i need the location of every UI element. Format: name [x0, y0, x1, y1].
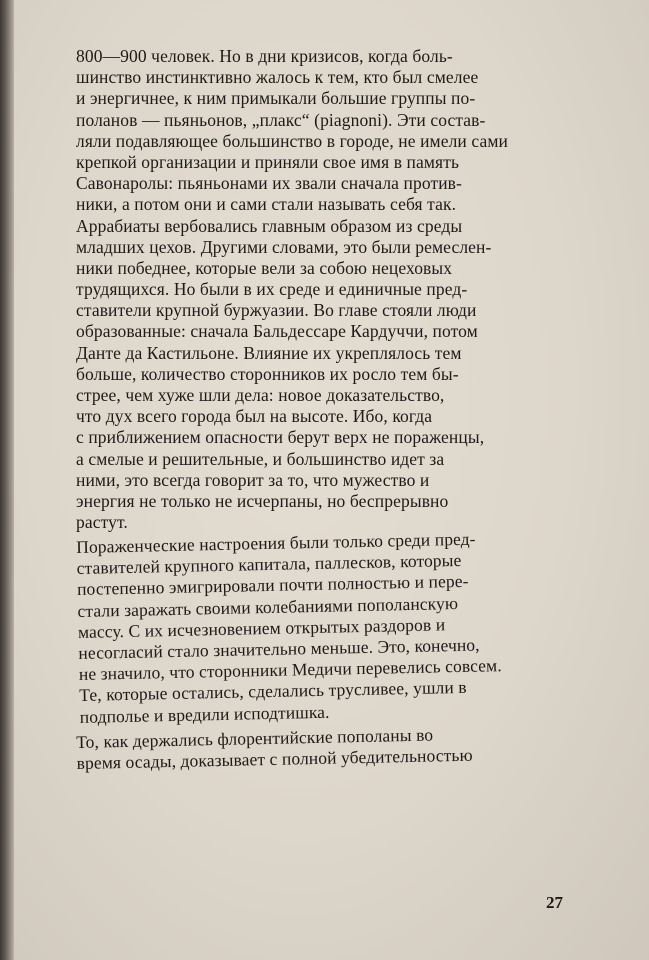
- text-line: образованные: сначала Бальдессаре Кардуччи, потом: [76, 321, 478, 342]
- text-line: шинство инстинктивно жалось к тем, кто был смелее: [76, 67, 479, 88]
- text-line: постепенно эмигрировали почти полностью и пере-: [76, 571, 469, 600]
- text-line: Савонаролы: пьяньонами их звали сначала против-: [76, 173, 462, 194]
- text-line: ляли подавляющее большинство в городе, не имели сами: [76, 130, 508, 151]
- text-line: То, как держались флорентийские пополаны во: [76, 724, 434, 752]
- text-line: ники, а потом они и сами стали называть себя так.: [76, 194, 457, 215]
- text-line: подполье и вредили исподтишка.: [79, 701, 330, 727]
- paragraph-4: [76, 722, 569, 775]
- paragraph-3: [76, 527, 572, 728]
- text-line: что дух всего города был на высоте. Ибо, когда: [76, 406, 433, 427]
- text-line: ники победнее, которые вели за собою нецеховых: [76, 257, 453, 278]
- book-page: [14, 0, 649, 960]
- text-line: Те, которые остались, сделались трусливее, ушли в: [79, 677, 467, 706]
- text-line: несогласий стало значительно меньше. Это, конечно,: [78, 634, 480, 664]
- text-line: ставители крупной буржуазии. Во главе стояли люди: [76, 300, 477, 321]
- text-line: не значило, что сторонники Медичи перевелись совсем.: [78, 655, 502, 685]
- text-line: 800—900 человек. Но в дни кризисов, когда боль-: [76, 46, 453, 66]
- page-text: [76, 46, 568, 774]
- text-line: стали заражать своими колебаниями пополанскую: [77, 592, 459, 621]
- text-line: поланов — пьяньонов, „плакс“ (piagnoni). Эти состав-: [76, 109, 486, 130]
- text-line: с приближением опасности берут верх не пораженцы,: [76, 427, 485, 448]
- text-line: трудящихся. Но были в их среде и единичные пред-: [76, 279, 468, 300]
- text-line: больше, количество сторонников их росло тем бы-: [76, 363, 459, 384]
- text-line: младших цехов. Другими словами, это были ремеслен-: [76, 236, 492, 257]
- text-line: время осады, доказывает с полной убедительностью: [76, 744, 473, 774]
- text-line: Пораженческие настроения были только среди пред-: [76, 528, 476, 558]
- text-line: растут.: [76, 512, 128, 533]
- text-line: массу. С их исчезновением открытых раздоров и: [77, 614, 446, 643]
- text-line: Данте да Кастильоне. Влияние их укреплялось тем: [76, 342, 462, 363]
- text-line: ними, это всегда говорит за то, что мужество и: [76, 469, 430, 490]
- text-line: стрее, чем хуже шли дела: новое доказательство,: [76, 385, 445, 405]
- text-line: крепкой организации и приняли свое имя в память: [76, 151, 460, 172]
- text-line: ставителей крупного капитала, паллесков, которые: [76, 550, 462, 579]
- page-number: 27: [546, 893, 563, 912]
- text-line: энергия не только не исчерпаны, но беспрерывно: [76, 490, 449, 511]
- text-line: а смелые и решительные, и большинство идет за: [76, 448, 445, 469]
- paragraph-2: [76, 216, 568, 534]
- paragraph-1: [76, 46, 568, 216]
- text-line: и энергичнее, к ним примыкали большие группы по-: [76, 88, 476, 109]
- text-line: Аррабиаты вербовались главным образом из среды: [76, 215, 463, 236]
